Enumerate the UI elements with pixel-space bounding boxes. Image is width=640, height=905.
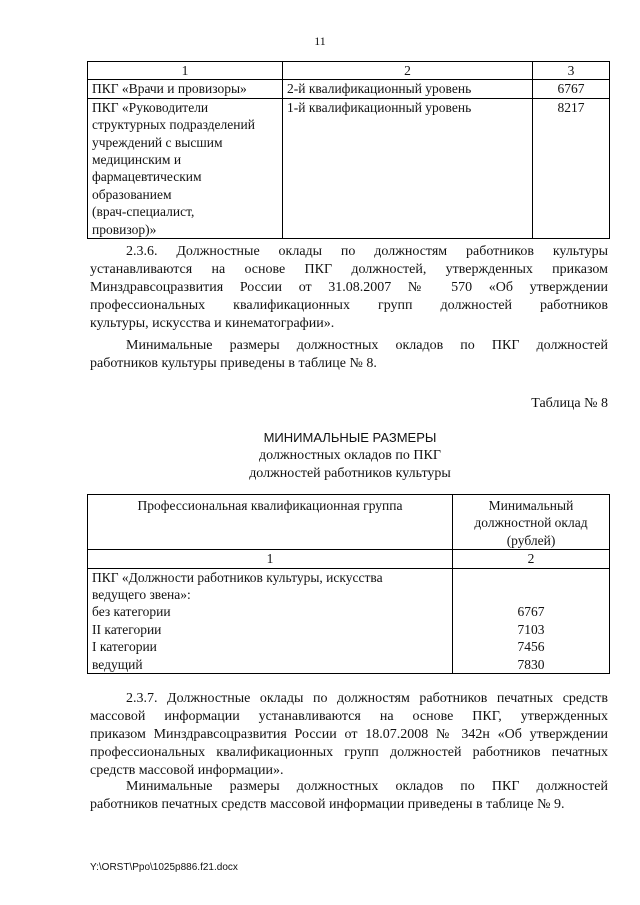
qualification-group (88, 98, 283, 238)
column-number: 3 (533, 62, 610, 80)
text-line: работников печатных средств массовой информации приведены в таблице № 9. (90, 797, 565, 812)
paragraph-2-3-7 (90, 690, 608, 780)
header-line: должностной оклад (474, 515, 588, 531)
paragraph-2-3-6 (90, 243, 608, 333)
salary-value: 7103 (517, 621, 545, 637)
column-number: 2 (453, 550, 610, 568)
salary-table-culture (87, 494, 610, 674)
text-line: массовой информации устанавливаются на основе ПКГ, утвержденных (90, 709, 608, 724)
column-number: 2 (283, 62, 533, 80)
table-title: МИНИМАЛЬНЫЕ РАЗМЕРЫ (263, 430, 437, 445)
paragraph-table9-reference (90, 778, 608, 814)
salary-value: 6767 (533, 80, 610, 98)
table-row (88, 568, 610, 673)
group-line: структурных подразделений (92, 117, 255, 133)
group-line: ведущего звена»: (92, 587, 191, 603)
table-subtitle: должностных окладов по ПКГ (259, 448, 441, 463)
header-line: (рублей) (506, 532, 556, 548)
text-line: Минимальные размеры должностных окладов по ПКГ должностей (126, 338, 608, 353)
salary-value: 6767 (517, 604, 545, 620)
column-number: 1 (88, 550, 453, 568)
group-line: образованием (92, 186, 172, 202)
text-line: Минимальные размеры должностных окладов по ПКГ должностей (126, 779, 608, 794)
salary-values (453, 568, 610, 673)
text-line: 2.3.6. Должностные оклады по должностям работников культуры (126, 244, 608, 259)
group-line: фармацевтическим (92, 169, 202, 185)
text-line: средств массовой информации». (90, 763, 284, 778)
text-line: профессиональных квалификационных групп должностей работников печатных (90, 745, 608, 760)
text-line: культуры, искусства и кинематографии». (90, 316, 335, 331)
header-line: Минимальный (488, 498, 574, 513)
text-line: профессиональных квалификационных групп должностей работников (90, 298, 608, 313)
qualification-level: 1-й квалификационный уровень (283, 98, 533, 238)
qualification-group: ПКГ «Врачи и провизоры» (88, 80, 283, 98)
text-line: приказом Минздравсоцразвития России от 18.07.2008 № 342н «Об утверждении (90, 727, 608, 742)
salary-value: 7830 (517, 656, 545, 672)
salary-table-medical (87, 61, 610, 239)
column-header-salary (453, 495, 610, 550)
table-number-row (88, 550, 610, 568)
text-line: устанавливаются на основе ПКГ должностей, утвержденных приказом (90, 262, 608, 277)
column-header-group: Профессиональная квалификационная группа (88, 495, 453, 550)
category-name: ведущий (92, 656, 143, 672)
group-line: учреждений с высшим (92, 134, 223, 150)
qualification-group (88, 568, 453, 673)
category-name: II категории (92, 621, 162, 637)
footer-file-path: Y:\ORST\Ppo\1025p886.f21.docx (90, 862, 238, 873)
category-name: I категории (92, 639, 157, 655)
salary-value: 8217 (533, 98, 610, 238)
paragraph-table8-reference (90, 337, 608, 373)
table-subtitle: должностей работников культуры (249, 466, 451, 481)
qualification-level: 2-й квалификационный уровень (283, 80, 533, 98)
group-line: ПКГ «Руководители (92, 99, 209, 115)
group-line: медицинским и (92, 152, 182, 168)
group-line: ПКГ «Должности работников культуры, искусства (92, 569, 383, 585)
text-line: Минздравсоцразвития России от 31.08.2007 № 570 «Об утверждении (90, 280, 608, 295)
table-row (88, 80, 610, 98)
group-line: провизор)» (92, 221, 157, 237)
salary-value: 7456 (517, 639, 545, 655)
table-header-row (88, 495, 610, 550)
text-line: работников культуры приведены в таблице № 8. (90, 356, 377, 371)
text-line: 2.3.7. Должностные оклады по должностям работников печатных средств (126, 691, 608, 706)
table-header-row (88, 62, 610, 80)
column-number: 1 (88, 62, 283, 80)
group-line: (врач-специалист, (92, 204, 195, 220)
table-label: Таблица № 8 (531, 396, 608, 411)
category-name: без категории (92, 604, 171, 620)
page-number: 11 (314, 34, 326, 48)
table-row (88, 98, 610, 238)
